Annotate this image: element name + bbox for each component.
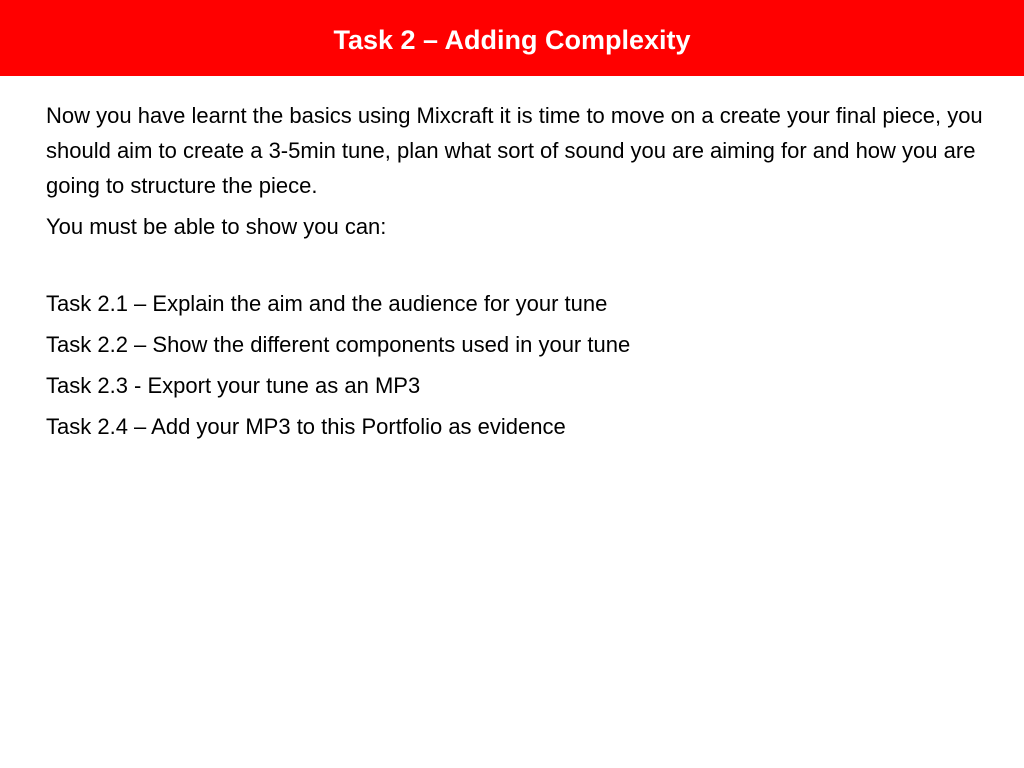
slide-title: Task 2 – Adding Complexity: [333, 24, 691, 55]
task-item-2-3: Task 2.3 - Export your tune as an MP3: [46, 373, 421, 398]
slide-header: [0, 0, 1024, 76]
task-item-2-2: Task 2.2 – Show the different components used in your tune: [46, 332, 631, 357]
requirements-prompt: You must be able to show you can:: [46, 214, 387, 239]
task-item-2-4: Task 2.4 – Add your MP3 to this Portfolio as evidence: [46, 414, 566, 439]
spacer: [46, 250, 996, 286]
task-item-2-1: Task 2.1 – Explain the aim and the audience for your tune: [46, 291, 608, 316]
slide-body: [46, 98, 996, 450]
intro-paragraph: Now you have learnt the basics using Mixcraft it is time to move on a create your final piece, you should aim to create a 3-5min tune, plan what sort of sound you are aiming for and how you are going to structure the piece.: [46, 103, 983, 198]
task-list: [46, 286, 996, 444]
